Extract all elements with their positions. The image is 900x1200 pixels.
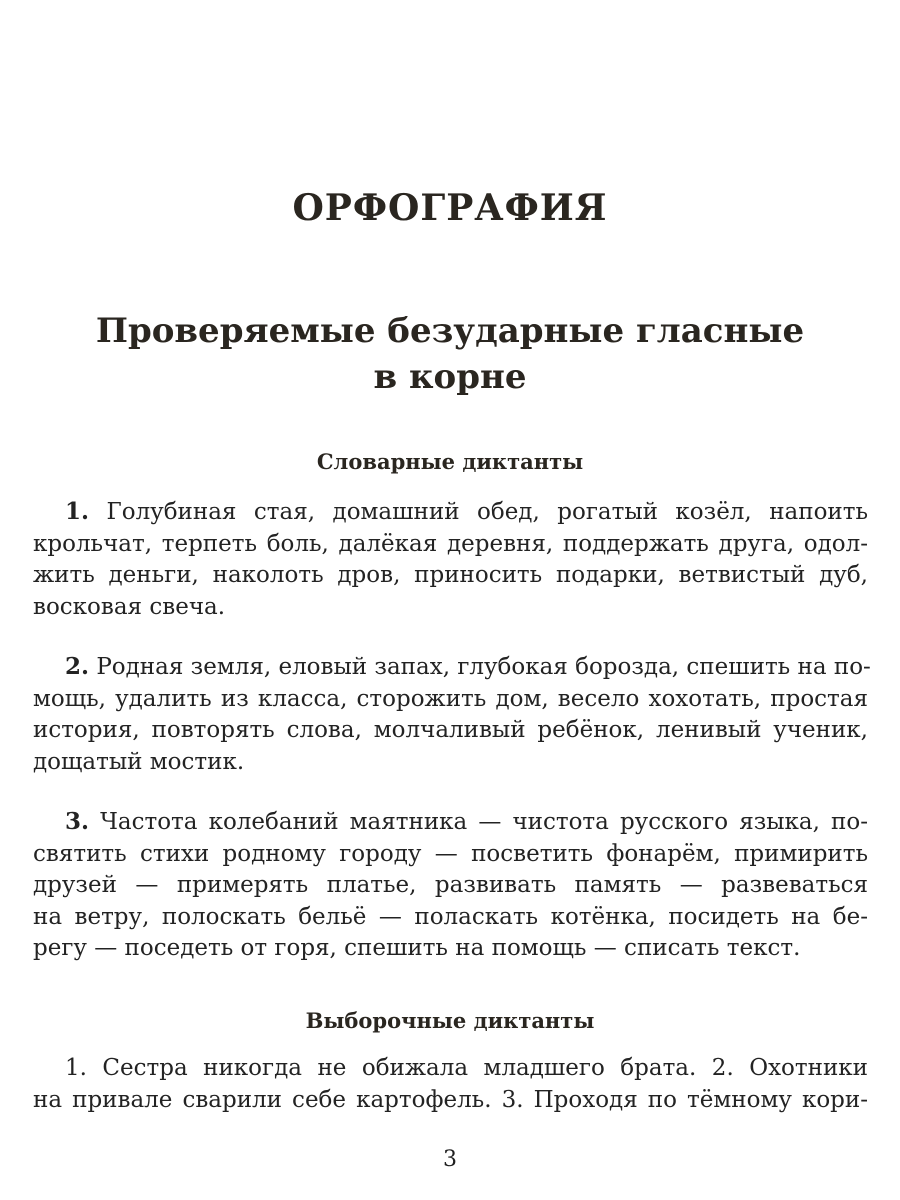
- dictation-2-line: история, повторять слова, молчаливый ребёнок, ленивый ученик,: [33, 717, 868, 743]
- dictation-3: [33, 806, 868, 965]
- dictation-number: 3.: [65, 808, 90, 835]
- dictation-2: [33, 651, 871, 778]
- topic-heading: [0, 308, 900, 400]
- dictation-2-line: дощатый мостик.: [33, 748, 245, 775]
- dictation-1: [33, 496, 868, 623]
- dictation-3-line: 3. Частота колебаний маятника — чистота русского языка, по-: [65, 808, 868, 835]
- section-heading-vocabulary-dictations: Словарные диктанты: [316, 449, 584, 474]
- selective-dictation-line: 1. Сестра никогда не обижала младшего брата. 2. Охотники: [65, 1055, 868, 1081]
- page-title: ОРФОГРАФИЯ: [292, 187, 608, 229]
- dictation-3-line: регу — поседеть от горя, спешить на помощь — списать текст.: [33, 935, 801, 961]
- topic-heading-line-2: в корне: [373, 357, 527, 397]
- dictation-1-line: крольчат, терпеть боль, далёкая деревня, поддержать друга, одол-: [33, 530, 868, 557]
- dictation-number: 2.: [65, 653, 90, 680]
- dictation-2-line: 2. Родная земля, еловый запах, глубокая борозда, спешить на по-: [65, 653, 871, 680]
- topic-heading-line-1: Проверяемые безударные гласные: [95, 311, 805, 351]
- dictation-number: 1.: [65, 498, 90, 525]
- dictation-3-line: друзей — примерять платье, развивать память — развеваться: [33, 872, 868, 898]
- dictation-2-line: мощь, удалить из класса, сторожить дом, весело хохотать, простая: [33, 685, 868, 712]
- dictation-1-line: жить деньги, наколоть дров, приносить подарки, ветвистый дуб,: [33, 562, 868, 588]
- selective-dictation-line: на привале сварили себе картофель. 3. Проходя по тёмному кори-: [33, 1086, 868, 1113]
- dictation-3-line: на ветру, полоскать бельё — поласкать котёнка, посидеть на бе-: [33, 903, 868, 930]
- page-number: 3: [443, 1147, 457, 1172]
- dictation-1-line: восковая свеча.: [33, 593, 226, 620]
- dictation-3-line: святить стихи родному городу — посветить фонарём, примирить: [33, 840, 868, 867]
- section-heading-selective-dictations: Выборочные диктанты: [305, 1008, 595, 1033]
- dictation-1-line: 1. Голубиная стая, домашний обед, рогатый козёл, напоить: [65, 498, 868, 525]
- selective-dictation: [33, 1053, 868, 1116]
